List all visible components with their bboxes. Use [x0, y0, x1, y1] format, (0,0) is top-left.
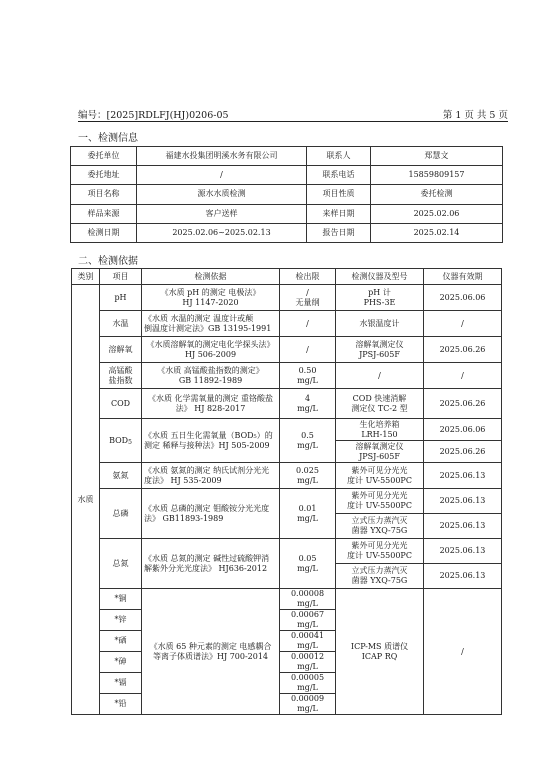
instrument: pH 计 PHS-3E: [363, 287, 396, 307]
validity: 2025.06.26: [424, 389, 502, 419]
info-value: 客户送样: [137, 204, 307, 223]
item-name: COD: [100, 389, 142, 419]
basis-text: 《水质 五日生化需氧量（BOD₅）的 测定 稀释与接种法》HJ 505-2009: [144, 430, 273, 450]
item-name: 水温: [100, 311, 142, 337]
instrument: 紫外可见分光光 度计 UV-5500PC: [347, 465, 412, 485]
info-label: 委托单位: [71, 147, 137, 166]
item-name: *铜: [100, 589, 142, 610]
info-value: 2025.02.06: [371, 204, 503, 223]
table-row: [72, 285, 502, 311]
limit-value: 4 mg/L: [297, 393, 318, 413]
section-title-basis: 二、检测依据: [78, 256, 138, 267]
table-row: [71, 223, 503, 242]
limit-value: 0.00012 mg/L: [290, 652, 325, 671]
info-label: 项目性质: [307, 185, 371, 204]
info-label: 报告日期: [307, 223, 371, 242]
item-name: *砷: [100, 652, 142, 673]
info-label: 检测日期: [71, 223, 137, 242]
instrument: 紫外可见分光光 度计 UV-5500PC: [347, 541, 412, 560]
instrument: 溶解氧测定仪 JPSJ-605F: [355, 441, 404, 461]
validity: /: [424, 311, 502, 337]
item-name-main: BOD: [109, 435, 129, 445]
limit-value: 0.00005 mg/L: [290, 673, 325, 692]
info-value: 源水水质检测: [137, 185, 307, 204]
item-name: pH: [100, 285, 142, 311]
basis-text: 《水质 65 种元素的测定 电感耦合 等离子体质谱法》HJ 700-2014: [149, 641, 272, 661]
basis-text: 《水质 pH 的测定 电极法》 HJ 1147-2020: [160, 287, 261, 307]
item-name: *镉: [100, 673, 142, 694]
limit-value: 0.00067 mg/L: [290, 610, 325, 629]
instrument: 紫外可见分光光 度计 UV-5500PC: [347, 491, 412, 510]
item-name: 氨氮: [100, 463, 142, 489]
info-label: 联系人: [307, 147, 371, 166]
basis-text: 《水质 化学需氧量的测定 重铬酸盐 法》 HJ 828-2017: [147, 393, 274, 413]
basis-text: 《水质 总氮的测定 碱性过硫酸钾消 解紫外分光光度法》 HJ636-2012: [144, 553, 270, 573]
basis-text: 《水质 总磷的测定 钼酸铵分光光度 法》 GB11893-1989: [144, 503, 270, 523]
table-row: [72, 463, 502, 489]
instrument: 立式压力蒸汽灭 菌器 YXQ-75G: [351, 566, 408, 585]
info-label: 委托地址: [71, 166, 137, 185]
table-row: [71, 185, 503, 204]
basis-table: [71, 268, 502, 715]
header-rule: [78, 121, 508, 122]
instrument: ICP-MS 质谱仪 ICAP RQ: [350, 641, 409, 661]
instrument: 溶解氧测定仪 JPSJ-605F: [355, 339, 404, 359]
instrument: /: [336, 363, 424, 389]
col-header: 仪器有效期: [424, 269, 502, 285]
item-name: *锌: [100, 610, 142, 631]
validity: 2025.06.13: [424, 463, 502, 489]
limit-value: 0.025 mg/L: [296, 465, 319, 485]
info-value: 2025.02.06~2025.02.13: [137, 223, 307, 242]
item-name: 总磷: [100, 489, 142, 539]
limit-value: 0.01 mg/L: [297, 503, 318, 523]
item-name: 溶解氧: [100, 337, 142, 363]
validity: 2025.06.13: [424, 489, 502, 514]
basis-text: 《水质 水温的测定 温度计或颠 倒温度计测定法》GB 13195-1991: [144, 313, 272, 333]
limit-value: 0.5 mg/L: [297, 430, 318, 450]
validity: 2025.06.13: [424, 564, 502, 589]
info-table: [70, 146, 503, 243]
info-label: 联系电话: [307, 166, 371, 185]
table-row: [72, 489, 502, 514]
item-name-sub: 5: [128, 438, 132, 446]
limit-value: 0.50 mg/L: [297, 365, 318, 385]
info-value: 15859809157: [371, 166, 503, 185]
validity: 2025.06.26: [424, 441, 502, 463]
section-title-info: 一、检测信息: [78, 133, 138, 144]
table-header-row: [72, 269, 502, 285]
basis-text: 《水质 高锰酸盐指数的测定》 GB 11892-1989: [157, 365, 264, 385]
info-value: 福建水投集团明溪水务有限公司: [137, 147, 307, 166]
table-row: [71, 204, 503, 223]
col-header: 项目: [100, 269, 142, 285]
item-name: [100, 419, 142, 463]
validity: /: [424, 589, 502, 715]
col-header: 检出限: [280, 269, 336, 285]
col-header: 检测依据: [142, 269, 280, 285]
page-header: [78, 107, 508, 121]
item-name: *铅: [100, 694, 142, 715]
col-header: 检测仪器及型号: [336, 269, 424, 285]
validity: 2025.06.06: [424, 285, 502, 311]
basis-text: 《水质溶解氧的测定电化学探头法》 HJ 506-2009: [146, 339, 275, 359]
basis-text: 《水质 氨氮的测定 纳氏试剂分光光 度法》 HJ 535-2009: [144, 465, 270, 485]
limit-value: 0.00008 mg/L: [290, 589, 325, 608]
info-value: 2025.02.14: [371, 223, 503, 242]
item-name: 总氮: [100, 539, 142, 589]
category-cell: 水质: [72, 285, 100, 715]
table-row: [71, 166, 503, 185]
limit-value: / 无量纲: [295, 287, 320, 307]
instrument: 立式压力蒸汽灭 菌器 YXQ-75G: [351, 516, 408, 535]
validity: /: [424, 363, 502, 389]
info-value: 委托检测: [371, 185, 503, 204]
info-value: 郑慧文: [371, 147, 503, 166]
validity: 2025.06.13: [424, 539, 502, 564]
report-number: 编号：[2025]RDLFJ(HJ)0206-05: [78, 110, 229, 121]
info-label: 项目名称: [71, 185, 137, 204]
info-label: 样品来源: [71, 204, 137, 223]
validity: 2025.06.06: [424, 419, 502, 441]
limit-value: 0.00041 mg/L: [290, 631, 325, 650]
info-value: /: [137, 166, 307, 185]
item-name: *硒: [100, 631, 142, 652]
instrument: 水银温度计: [336, 311, 424, 337]
limit-value: /: [280, 311, 336, 337]
limit-value: /: [280, 337, 336, 363]
table-row: [72, 419, 502, 441]
validity: 2025.06.13: [424, 514, 502, 539]
info-label: 来样日期: [307, 204, 371, 223]
page-indicator: 第 1 页 共 5 页: [442, 110, 508, 121]
table-row: [72, 363, 502, 389]
limit-value: 0.05 mg/L: [297, 553, 318, 573]
col-header: 类别: [72, 269, 100, 285]
table-row: [72, 589, 502, 610]
table-row: [71, 147, 503, 166]
table-row: [72, 389, 502, 419]
instrument: COD 快速消解 测定仪 TC-2 型: [351, 393, 408, 413]
table-row: [72, 337, 502, 363]
limit-value: 0.00009 mg/L: [290, 694, 325, 713]
instrument: 生化培养箱 LRH-150: [359, 419, 400, 439]
table-row: [72, 539, 502, 564]
item-name: 高锰酸 盐指数: [108, 365, 133, 385]
table-row: [72, 311, 502, 337]
validity: 2025.06.26: [424, 337, 502, 363]
